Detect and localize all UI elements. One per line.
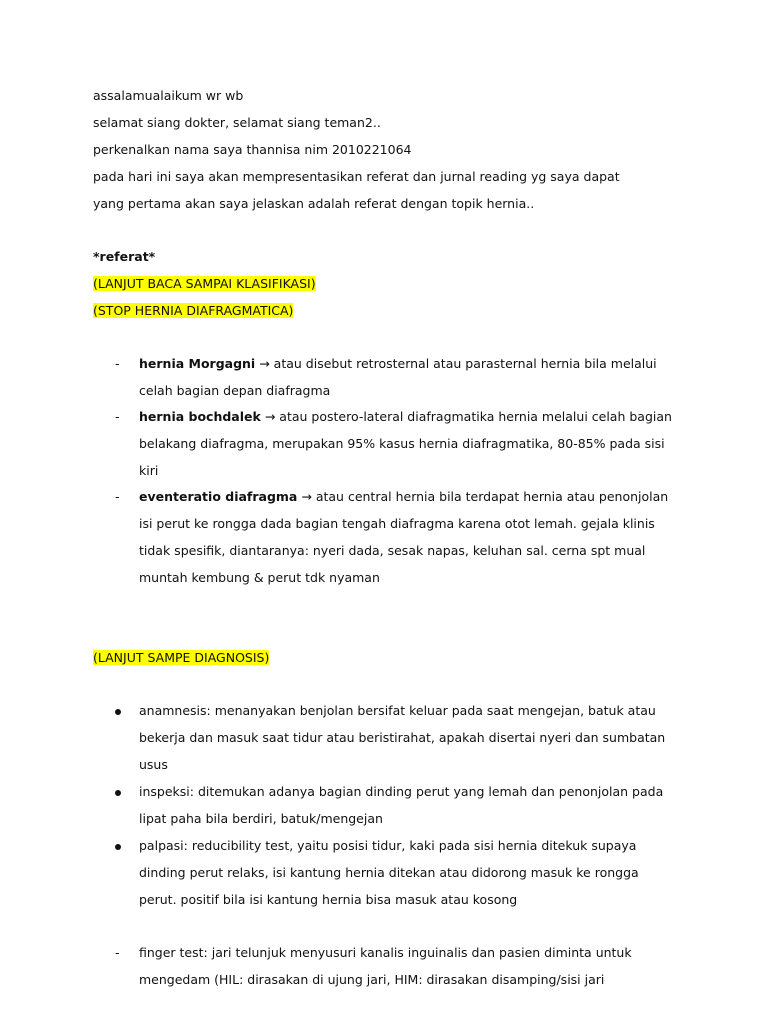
list-item-text: bekerja dan masuk saat tidur atau beristirahat, apakah disertai nyeri dan sumbatan	[139, 730, 666, 745]
highlight-note-2-text: (STOP HERNIA DIAFRAGMATICA)	[93, 303, 294, 318]
referat-heading: *referat*	[93, 249, 156, 264]
bullet-icon	[115, 709, 121, 715]
diagnosis-note-text: (LANJUT SAMPE DIAGNOSIS)	[93, 650, 270, 665]
list-item-text: belakang diafragma, merupakan 95% kasus hernia diafragmatika, 80-85% pada sisi	[139, 436, 665, 451]
intro-line-1: assalamualaikum wr wb	[93, 88, 244, 103]
diagnosis-note	[93, 650, 269, 666]
list-item-text: lipat paha bila berdiri, batuk/mengejan	[139, 811, 383, 826]
highlight-note-2	[93, 303, 293, 319]
list-item-text: celah bagian depan diafragma	[139, 383, 331, 398]
list-item-text: atau disebut retrosternal atau parasternal hernia bila melalui	[273, 356, 657, 371]
list-item-text: muntah kembung & perut tdk nyaman	[139, 570, 380, 585]
intro-line-3: perkenalkan nama saya thannisa nim 2010221064	[93, 142, 412, 157]
list-item-text: isi perut ke rongga dada bagian tengah diafragma karena otot lemah. gejala klinis	[139, 516, 655, 531]
list-item-text: atau postero-lateral diafragmatika hernia melalui celah bagian	[279, 409, 672, 424]
list-item-morgagni	[139, 356, 657, 372]
arrow-right-icon: →	[264, 409, 276, 424]
intro-line-2: selamat siang dokter, selamat siang teman2..	[93, 115, 381, 130]
bullet-icon	[115, 790, 121, 796]
list-item-text: mengedam (HIL: dirasakan di ujung jari, HIM: dirasakan disamping/sisi jari	[139, 972, 605, 987]
list-item-text: tidak spesifik, diantaranya: nyeri dada, sesak napas, keluhan sal. cerna spt mual	[139, 543, 646, 558]
list-dash: -	[115, 489, 120, 504]
intro-line-4: pada hari ini saya akan mempresentasikan referat dan jurnal reading yg saya dapat	[93, 169, 620, 184]
arrow-right-icon: →	[259, 356, 270, 371]
list-item-text: atau central hernia bila terdapat hernia atau penonjolan	[315, 489, 669, 504]
list-dash: -	[115, 945, 120, 960]
intro-line-5: yang pertama akan saya jelaskan adalah referat dengan topik hernia..	[93, 196, 535, 211]
bullet-icon	[115, 844, 121, 850]
diagnosis-item-anamnesis: anamnesis: menanyakan benjolan bersifat keluar pada saat mengejan, batuk atau	[139, 703, 656, 718]
diagnosis-item-inspeksi: inspeksi: ditemukan adanya bagian dinding perut yang lemah dan penonjolan pada	[139, 784, 664, 799]
list-item-bochdalek	[139, 409, 672, 425]
arrow-right-icon: →	[301, 489, 312, 504]
list-item-eventeratio	[139, 489, 668, 505]
list-item-text: kiri	[139, 463, 159, 478]
list-item-text: dinding perut relaks, isi kantung hernia ditekan atau didorong masuk ke rongga	[139, 865, 639, 880]
diagnosis-item-palpasi: palpasi: reducibility test, yaitu posisi tidur, kaki pada sisi hernia ditekuk supaya	[139, 838, 637, 853]
list-item-term: eventeratio diafragma	[139, 489, 298, 504]
list-item-term: hernia bochdalek	[139, 409, 261, 424]
list-item-text: perut. positif bila isi kantung hernia bisa masuk atau kosong	[139, 892, 518, 907]
list-item-term: hernia Morgagni	[139, 356, 256, 371]
highlight-note-1	[93, 276, 316, 292]
list-dash: -	[115, 409, 120, 424]
list-dash: -	[115, 356, 120, 371]
list-item-text: usus	[139, 757, 168, 772]
highlight-note-1-text: (LANJUT BACA SAMPAI KLASIFIKASI)	[93, 276, 316, 291]
finger-test-item: finger test: jari telunjuk menyusuri kanalis inguinalis dan pasien diminta untuk	[139, 945, 632, 960]
